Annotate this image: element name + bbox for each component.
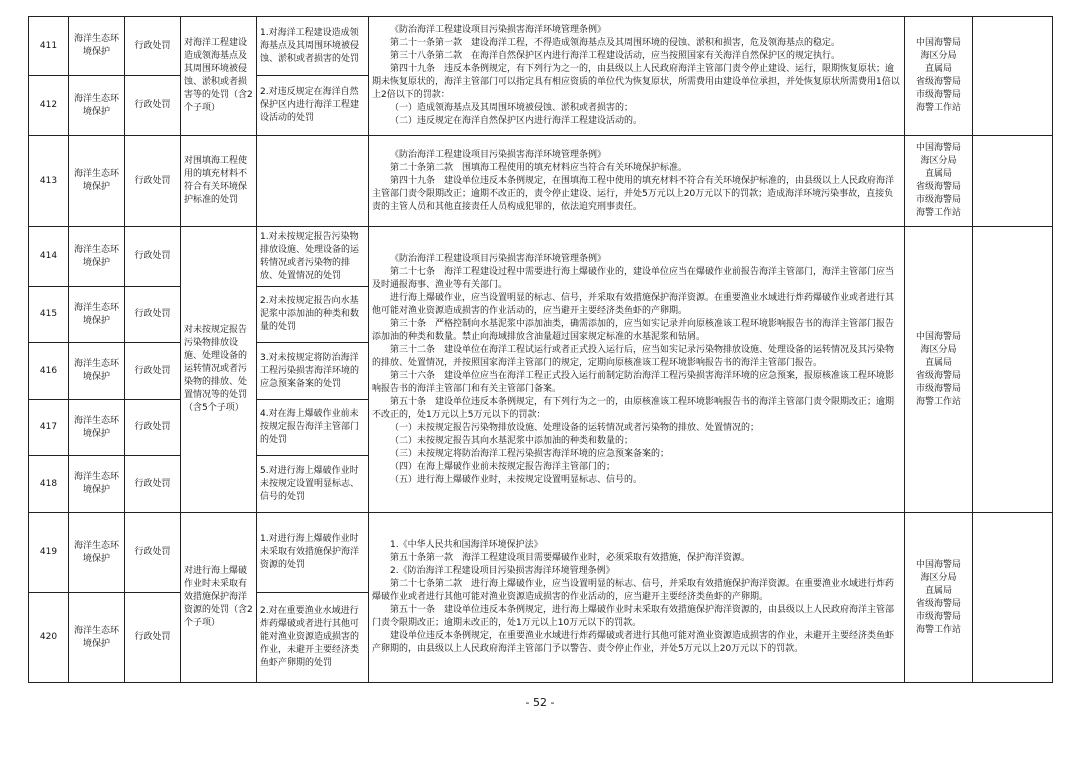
table-row [29, 136, 1053, 227]
row-number: 415 [29, 287, 69, 343]
item-name: 对进行海上爆破作业时未采取有效措施保护海洋资源的处罚（含2个子项） [181, 513, 257, 683]
row-type: 行政处罚 [125, 513, 181, 593]
row-category: 海洋生态环境保护 [69, 400, 125, 456]
item-name: 对海洋工程建设造成领海基点及其周围环境被侵蚀、淤积或者损害等的处罚（含2个子项） [181, 17, 257, 136]
row-type: 行政处罚 [125, 136, 181, 227]
row-number: 411 [29, 17, 69, 76]
basis-line: 第四十九条 违反本条例规定，有下列行为之一的，由县级以上人民政府海洋主管部门责令停止建设、运行，限期恢复原状；逾期未恢复原状的，海洋主管部门可以指定具有相应资质的单位代为恢复原状，所需费用由建设单位承担，并处恢复原状所需费用1倍以上2倍以下的罚款： [372, 64, 900, 100]
table-row [29, 17, 1053, 76]
sub-item: 4.对在海上爆破作业前未按规定报告海洋主管部门的处罚 [257, 400, 369, 456]
remarks [973, 227, 1053, 513]
sub-item: 1.对进行海上爆破作业时未采取有效措施保护海洋资源的处罚 [257, 513, 369, 593]
basis-line: （一）造成领海基点及其周围环境被侵蚀、淤积或者损害的； [390, 103, 634, 113]
enforcement-dept: 中国海警局 海区分局 直属局 省级海警局 市级海警局 海警工作站 [905, 513, 973, 683]
row-type: 行政处罚 [125, 343, 181, 400]
remarks [973, 513, 1053, 683]
row-number: 412 [29, 76, 69, 136]
row-category: 海洋生态环境保护 [69, 456, 125, 513]
basis-line: 《防治海洋工程建设项目污染损害海洋环境管理条例》 [390, 25, 607, 35]
row-number: 414 [29, 227, 69, 287]
row-category: 海洋生态环境保护 [69, 227, 125, 287]
row-category: 海洋生态环境保护 [69, 593, 125, 683]
row-number: 413 [29, 136, 69, 227]
sub-item: 1.对海洋工程建设造成领海基点及其周围环境被侵蚀、淤积或者损害的处罚 [257, 17, 369, 76]
enforcement-dept: 中国海警局 海区分局 直属局 省级海警局 市级海警局 海警工作站 [905, 136, 973, 227]
basis-line: 第三十八条第二款 在海洋自然保护区内进行海洋工程建设活动，应当按照国家有关海洋自然保护区的规定执行。 [390, 51, 841, 61]
row-number: 420 [29, 593, 69, 683]
row-type: 行政处罚 [125, 17, 181, 76]
item-name: 对未按规定报告污染物排放设施、处理设备的运转情况或者污染物的排放、处置情况等的处罚（含5个子项） [181, 227, 257, 513]
legal-basis [369, 17, 905, 136]
row-type: 行政处罚 [125, 227, 181, 287]
basis-line: 第二十一条第一款 建设海洋工程，不得造成领海基点及其周围环境的侵蚀、淤积和损害，危及领海基点的稳定。 [390, 38, 841, 48]
row-number: 416 [29, 343, 69, 400]
row-type: 行政处罚 [125, 400, 181, 456]
penalty-table [28, 16, 1053, 683]
legal-basis: 1.《中华人民共和国海洋环境保护法》 第五十条第一款 海洋工程建设项目需要爆破作业时，必须采取有效措施，保护海洋资源。 2.《防治海洋工程建设项目污染损害海洋环境管理条例》 第二十七条第二款 进行海上爆破作业，应当设置明显的标志、信号，并采取有效措施保护海洋资源。在重要渔业水域进行炸药爆破作业或者进行其他可能对渔业资源造成损害的作业活动的，应当避开主要经济类鱼虾的产卵期。 第五十一条 建设单位违反本条例规定，进行海上爆破作业时未采取有效措施保护海洋资源的，由县级以上人民政府海洋主管部门责令限期改正；逾期未改正的，处1万元以上10万元以下的罚款。 建设单位违反本条例规定，在重要渔业水域进行炸药爆破或者进行其他可能对渔业资源造成损害的作业，未避开主要经济类鱼虾产卵期的，由县级以上人民政府海洋主管部门予以警告、责令停止作业，并处5万元以上20万元以下的罚款。 [369, 513, 905, 683]
table-row [29, 513, 1053, 593]
row-type: 行政处罚 [125, 593, 181, 683]
sub-item: 5.对进行海上爆破作业时未按规定设置明显标志、信号的处罚 [257, 456, 369, 513]
sub-item: 2.对在重要渔业水域进行炸药爆破或者进行其他可能对渔业资源造成损害的作业，未避开主要经济类鱼虾产卵期的处罚 [257, 593, 369, 683]
sub-item: 2.对未按规定报告向水基泥浆中添加油的种类和数量的处罚 [257, 287, 369, 343]
sub-item: 3.对未按规定将防治海洋工程污染损害海洋环境的应急预案备案的处罚 [257, 343, 369, 400]
row-number: 417 [29, 400, 69, 456]
row-type: 行政处罚 [125, 456, 181, 513]
sub-item [257, 136, 369, 227]
page-number: - 52 - [525, 696, 555, 709]
enforcement-dept: 中国海警局 海区分局 直属局 省级海警局 市级海警局 海警工作站 [905, 227, 973, 513]
sub-item: 1.对未按规定报告污染物排放设施、处理设备的运转情况或者污染物的排放、处置情况的处罚 [257, 227, 369, 287]
remarks [973, 136, 1053, 227]
legal-basis: 《防治海洋工程建设项目污染损害海洋环境管理条例》 第二十七条 海洋工程建设过程中需要进行海上爆破作业的，建设单位应当在爆破作业前报告海洋主管部门，海洋主管部门应当及时通报海事、渔业等有关部门。 进行海上爆破作业，应当设置明显的标志、信号，并采取有效措施保护海洋资源。在重要渔业水域进行炸药爆破作业或者进行其他可能对渔业资源造成损害的作业活动的，应当避开主要经济类鱼虾的产卵期。 第三十条 严格控制向水基泥浆中添加油类，确需添加的，应当如实记录并向原核准该工程环境影响报告书的海洋主管部门报告添加油的种类和数量。禁止向海域排放含油量超过国家规定标准的水基泥浆和钻屑。 第三十二条 建设单位在海洋工程试运行或者正式投入运行后，应当如实记录污染物排放设施、处理设备的运转情况及其污染物的排放、处置情况，并按照国家海洋主管部门的规定，定期向原核准该工程环境影响报告书的海洋主管部门报告。 第三十六条 建设单位应当在海洋工程正式投入运行前制定防治海洋工程污染损害海洋环境的应急预案，报原核准该工程环境影响报告书的海洋主管部门和有关主管部门备案。 第五十条 建设单位违反本条例规定，有下列行为之一的，由原核准该工程环境影响报告书的海洋主管部门责令限期改正；逾期不改正的，处1万元以上5万元以下的罚款： （一）未按规定报告污染物排放设施、处理设备的运转情况或者污染物的排放、处置情况的； （二）未按规定报告其向水基泥浆中添加油的种类和数量的； （三）未按规定将防治海洋工程污染损害海洋环境的应急预案备案的； （四）在海上爆破作业前未按规定报告海洋主管部门的； （五）进行海上爆破作业时，未按规定设置明显标志、信号的。 [369, 227, 905, 513]
basis-line: （二）违反规定在海洋自然保护区内进行海洋工程建设活动的。 [390, 116, 643, 126]
row-category: 海洋生态环境保护 [69, 17, 125, 76]
sub-item: 2.对违反规定在海洋自然保护区内进行海洋工程建设活动的处罚 [257, 76, 369, 136]
row-category: 海洋生态环境保护 [69, 343, 125, 400]
row-number: 419 [29, 513, 69, 593]
item-name: 对围填海工程使用的填充材料不符合有关环境保护标准的处罚 [181, 136, 257, 227]
table-row [29, 227, 1053, 287]
row-type: 行政处罚 [125, 76, 181, 136]
remarks [973, 17, 1053, 136]
enforcement-dept: 中国海警局 海区分局 直属局 省级海警局 市级海警局 海警工作站 [905, 17, 973, 136]
row-category: 海洋生态环境保护 [69, 513, 125, 593]
row-category: 海洋生态环境保护 [69, 287, 125, 343]
row-category: 海洋生态环境保护 [69, 76, 125, 136]
row-number: 418 [29, 456, 69, 513]
row-type: 行政处罚 [125, 287, 181, 343]
legal-basis: 《防治海洋工程建设项目污染损害海洋环境管理条例》 第二十条第二款 围填海工程使用的填充材料应当符合有关环境保护标准。 第四十九条 建设单位违反本条例规定，在围填海工程中使用的填充材料不符合有关环境保护标准的，由县级以上人民政府海洋主管部门责令限期改正；逾期不改正的，责令停止建设、运行，并处5万元以上20万元以下的罚款；造成海洋环境污染事故，直接负责的主管人员和其他直接责任人员构成犯罪的，依法追究刑事责任。 [369, 136, 905, 227]
row-category: 海洋生态环境保护 [69, 136, 125, 227]
